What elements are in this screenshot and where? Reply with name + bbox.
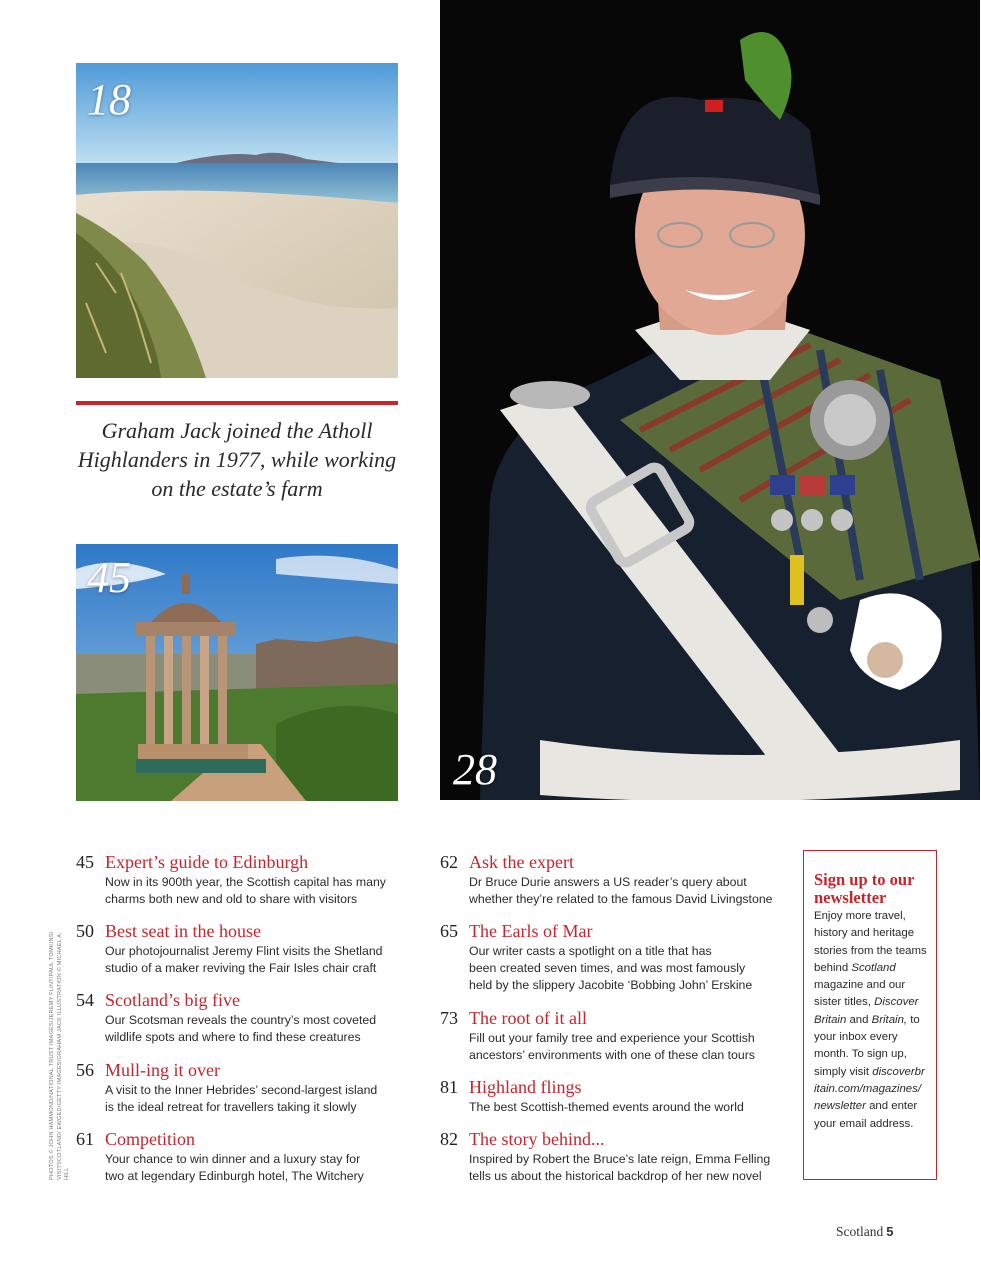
- newsletter-text: Enjoy more travel, history and heritage stories from the teams behind: [814, 910, 927, 974]
- entry-title[interactable]: Ask the expert: [469, 852, 574, 872]
- newsletter-text: and: [846, 1013, 872, 1026]
- entry-page-number: 50: [76, 921, 94, 941]
- entry-page-number: 54: [76, 990, 94, 1010]
- entry-description: The best Scottish-themed events around the world: [469, 1100, 744, 1114]
- entry-title[interactable]: Competition: [105, 1129, 195, 1149]
- entry-page-number: 73: [440, 1008, 458, 1028]
- entry-title[interactable]: Scotland’s big five: [105, 990, 240, 1010]
- newsletter-signup-box[interactable]: [803, 850, 937, 1180]
- photo-credits-line-2: VISITSCOTLAND/ EWGED/GETTY IMAGES/GRAHAM JACK ILLUSTRATION © MICHAEL A. HILL: [56, 932, 70, 1180]
- entry-description: Your chance to win dinner and a luxury stay for two at legendary Edinburgh hotel, The Witchery: [105, 1152, 364, 1183]
- highlander-portrait-image: [440, 0, 980, 800]
- contents-entry-73[interactable]: [440, 1007, 795, 1067]
- entry-description: Fill out your family tree and experience your Scottish ancestors’ environments with one of these clan tours: [469, 1031, 755, 1062]
- entry-title[interactable]: Expert’s guide to Edinburgh: [105, 852, 309, 872]
- accent-rule: [76, 401, 398, 405]
- contents-entry-82[interactable]: [440, 1128, 795, 1188]
- entry-title[interactable]: Highland flings: [469, 1077, 582, 1097]
- entry-page-number: 81: [440, 1077, 458, 1097]
- contents-entry-56[interactable]: [76, 1059, 436, 1119]
- newsletter-sister-title: Discover Britain: [814, 996, 919, 1026]
- entry-page-number: 56: [76, 1060, 94, 1080]
- entry-title[interactable]: The Earls of Mar: [469, 921, 593, 941]
- entry-title[interactable]: Mull-ing it over: [105, 1060, 220, 1080]
- newsletter-heading: Sign up to our newsletter: [814, 870, 915, 907]
- contents-entry-62[interactable]: [440, 851, 795, 911]
- photo-credits-line-1: PHOTOS © JOHN HAMMOND/NATIONAL TRUST IMAGES/JEREMY FLINT/PAUL TOMKINS/: [49, 931, 55, 1180]
- contents-entry-61[interactable]: [76, 1128, 436, 1188]
- contents-entry-81[interactable]: [440, 1076, 795, 1121]
- newsletter-text: to your inbox every month. To sign up, simply visit: [814, 1013, 920, 1078]
- entry-description: Dr Bruce Durie answers a US reader’s query about whether they’re related to the famous David Livingstone: [469, 875, 773, 906]
- entry-title[interactable]: The root of it all: [469, 1008, 587, 1028]
- newsletter-body: [814, 908, 927, 1133]
- newsletter-text: and enter your email address.: [814, 1100, 918, 1130]
- edinburgh-photo[interactable]: [76, 544, 398, 801]
- photo-credits: [49, 920, 70, 1180]
- entry-description: Our Scotsman reveals the country’s most coveted wildlife spots and where to find these creatures: [105, 1013, 377, 1044]
- entry-page-number: 65: [440, 921, 458, 941]
- footer-magazine-name: Scotland: [836, 1224, 884, 1239]
- newsletter-link[interactable]: discoverbritain.com/magazines/newsletter: [814, 1065, 925, 1113]
- contents-entry-65[interactable]: [440, 920, 795, 995]
- entry-description: Now in its 900th year, the Scottish capital has many charms both new and old to share with visitors: [105, 875, 386, 906]
- entry-description: Our photojournalist Jeremy Flint visits the Shetland studio of a maker reviving the Fair Isles chair craft: [105, 944, 383, 975]
- entry-page-number: 62: [440, 852, 458, 872]
- newsletter-magazine-name: Scotland: [851, 961, 896, 974]
- beach-photo[interactable]: [76, 63, 398, 378]
- contents-entry-45[interactable]: [76, 851, 436, 911]
- entry-title[interactable]: Best seat in the house: [105, 921, 261, 941]
- entry-page-number: 45: [76, 852, 94, 872]
- page-footer: [836, 1224, 893, 1240]
- photo-caption: Graham Jack joined the Atholl Highlanders in 1977, while working on the estate’s farm: [77, 418, 397, 501]
- highlander-portrait[interactable]: [440, 0, 980, 800]
- entry-page-number: 82: [440, 1129, 458, 1149]
- contents-entry-54[interactable]: [76, 989, 436, 1049]
- page-number-45: 45: [87, 553, 131, 602]
- footer-page-number: 5: [886, 1224, 894, 1239]
- page-number-28: 28: [453, 745, 497, 794]
- entry-description: Inspired by Robert the Bruce’s late reign, Emma Felling tells us about the historical backdrop of her new novel: [469, 1152, 771, 1183]
- page-number-18: 18: [87, 75, 131, 124]
- entry-title[interactable]: The story behind...: [469, 1129, 605, 1149]
- newsletter-sister-title: Britain,: [871, 1013, 908, 1026]
- entry-description: A visit to the Inner Hebrides’ second-largest island is the ideal retreat for travellers taking it slowly: [105, 1083, 378, 1114]
- entry-page-number: 61: [76, 1129, 94, 1149]
- contents-entry-50[interactable]: [76, 920, 436, 980]
- newsletter-text: magazine and our sister titles,: [814, 979, 906, 1009]
- entry-description: Our writer casts a spotlight on a title that has been created seven times, and was most famously held by the slippery Jacobite ‘Bobbing John’ Erskine: [469, 944, 753, 992]
